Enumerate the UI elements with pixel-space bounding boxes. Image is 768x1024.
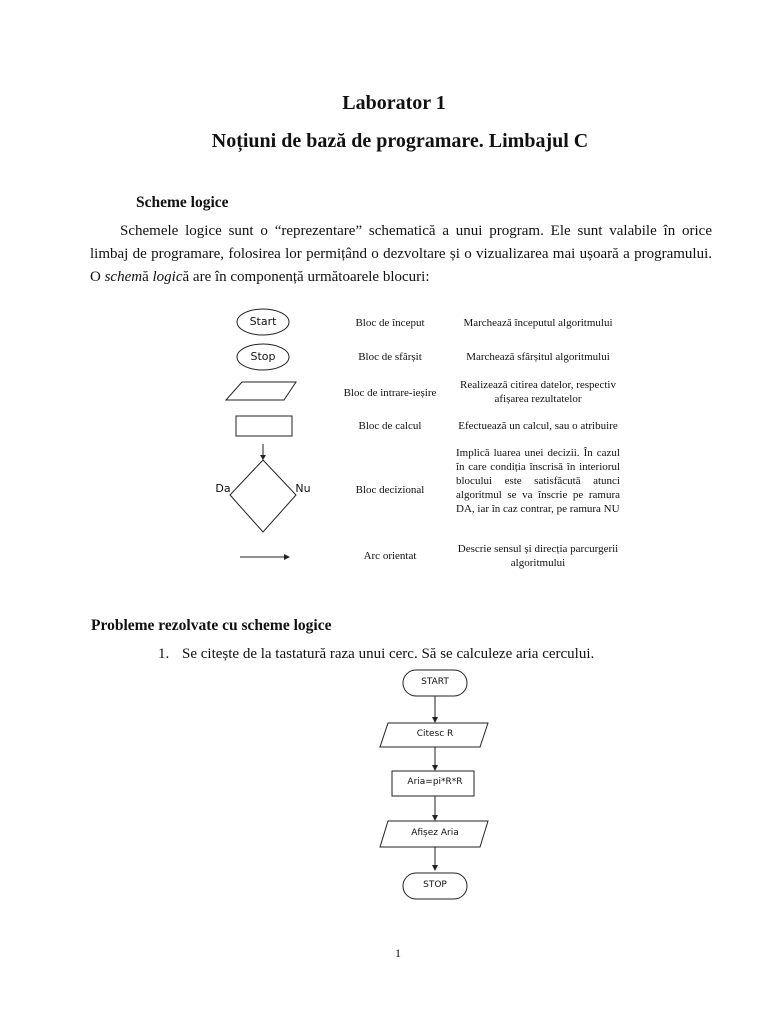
block-name-decision: Bloc decizional — [355, 484, 425, 496]
decision-yes-label: Da — [215, 482, 231, 495]
block-desc-calc: Efectuează un calcul, sau o atribuire — [458, 420, 618, 432]
block-name-arc: Arc orientat — [363, 550, 417, 562]
block-name-calc: Bloc de calcul — [358, 420, 422, 432]
decision-no-label: Nu — [295, 482, 311, 495]
flow-arrowhead-1 — [432, 717, 438, 723]
decision-diamond-shape — [230, 460, 296, 532]
page-title: Laborator 1 — [342, 92, 446, 114]
block-name-start: Bloc de început — [355, 317, 425, 329]
flow-print-label: Afișez Aria — [411, 828, 459, 838]
block-desc-stop: Marchează sfârșitul algoritmului — [466, 351, 610, 363]
flow-arrowhead-2 — [432, 765, 438, 771]
flowchart-shapes — [370, 668, 500, 908]
section-heading-probleme: Probleme rezolvate cu scheme logice — [91, 617, 332, 634]
flow-compute-label: Aria=pi*R*R — [407, 777, 463, 787]
page-subtitle: Noțiuni de bază de programare. Limbajul C — [211, 130, 589, 152]
stop-shape-label: Stop — [250, 350, 276, 363]
blocks-table — [200, 300, 630, 590]
flow-arrowhead-3 — [432, 815, 438, 821]
block-name-io: Bloc de intrare-ieșire — [343, 387, 437, 399]
decision-entry-arrowhead — [260, 455, 266, 460]
calc-rectangle-shape — [236, 416, 292, 436]
intro-emphasis-schema: schem — [104, 269, 143, 285]
start-shape-label: Start — [249, 315, 277, 328]
flow-read-label: Citesc R — [416, 729, 454, 739]
intro-paragraph — [90, 220, 712, 289]
problem-1-text: Se citește de la tastatură raza unui cerc. Să se calculeze aria cercului. — [182, 646, 595, 662]
intro-emphasis-logica: logic — [152, 269, 183, 285]
block-desc-decision: Implică luarea unei decizii. În cazul în care condiția înscrisă în interiorul blocului este satisfăcută atunci algoritmul se va înscrie pe ramura DA, iar în caz contrar, pe ramura NU — [456, 447, 620, 515]
intro-text-1: Schemele logice sunt o “reprezentare” schematică a unui program. Ele sunt valabile în orice limbaj de programare, folosirea lor permițând o dezvoltare și o vizualizarea mai ușoară a programului. O — [90, 223, 712, 285]
block-desc-arc: Descrie sensul și direcția parcurgerii algoritmului — [457, 543, 619, 569]
flow-start-label: START — [421, 677, 449, 687]
page-number: 1 — [395, 946, 401, 960]
io-parallelogram-shape — [226, 382, 296, 400]
block-desc-start: Marchează începutul algoritmului — [463, 317, 613, 329]
flow-stop-label: STOP — [423, 880, 447, 890]
intro-text-3: ă are în componență următoarele blocuri: — [182, 269, 430, 285]
problem-1 — [158, 646, 594, 663]
intro-text-2: ă — [142, 269, 153, 285]
arc-arrowhead — [284, 554, 290, 560]
section-heading-scheme-logice: Scheme logice — [136, 194, 229, 211]
block-name-stop: Bloc de sfârșit — [358, 351, 422, 363]
block-desc-io: Realizează citirea datelor, respectiv afișarea rezultatelor — [460, 379, 616, 405]
problem-1-number: 1. — [158, 646, 170, 662]
flowchart — [370, 668, 500, 908]
flow-arrowhead-4 — [432, 865, 438, 871]
